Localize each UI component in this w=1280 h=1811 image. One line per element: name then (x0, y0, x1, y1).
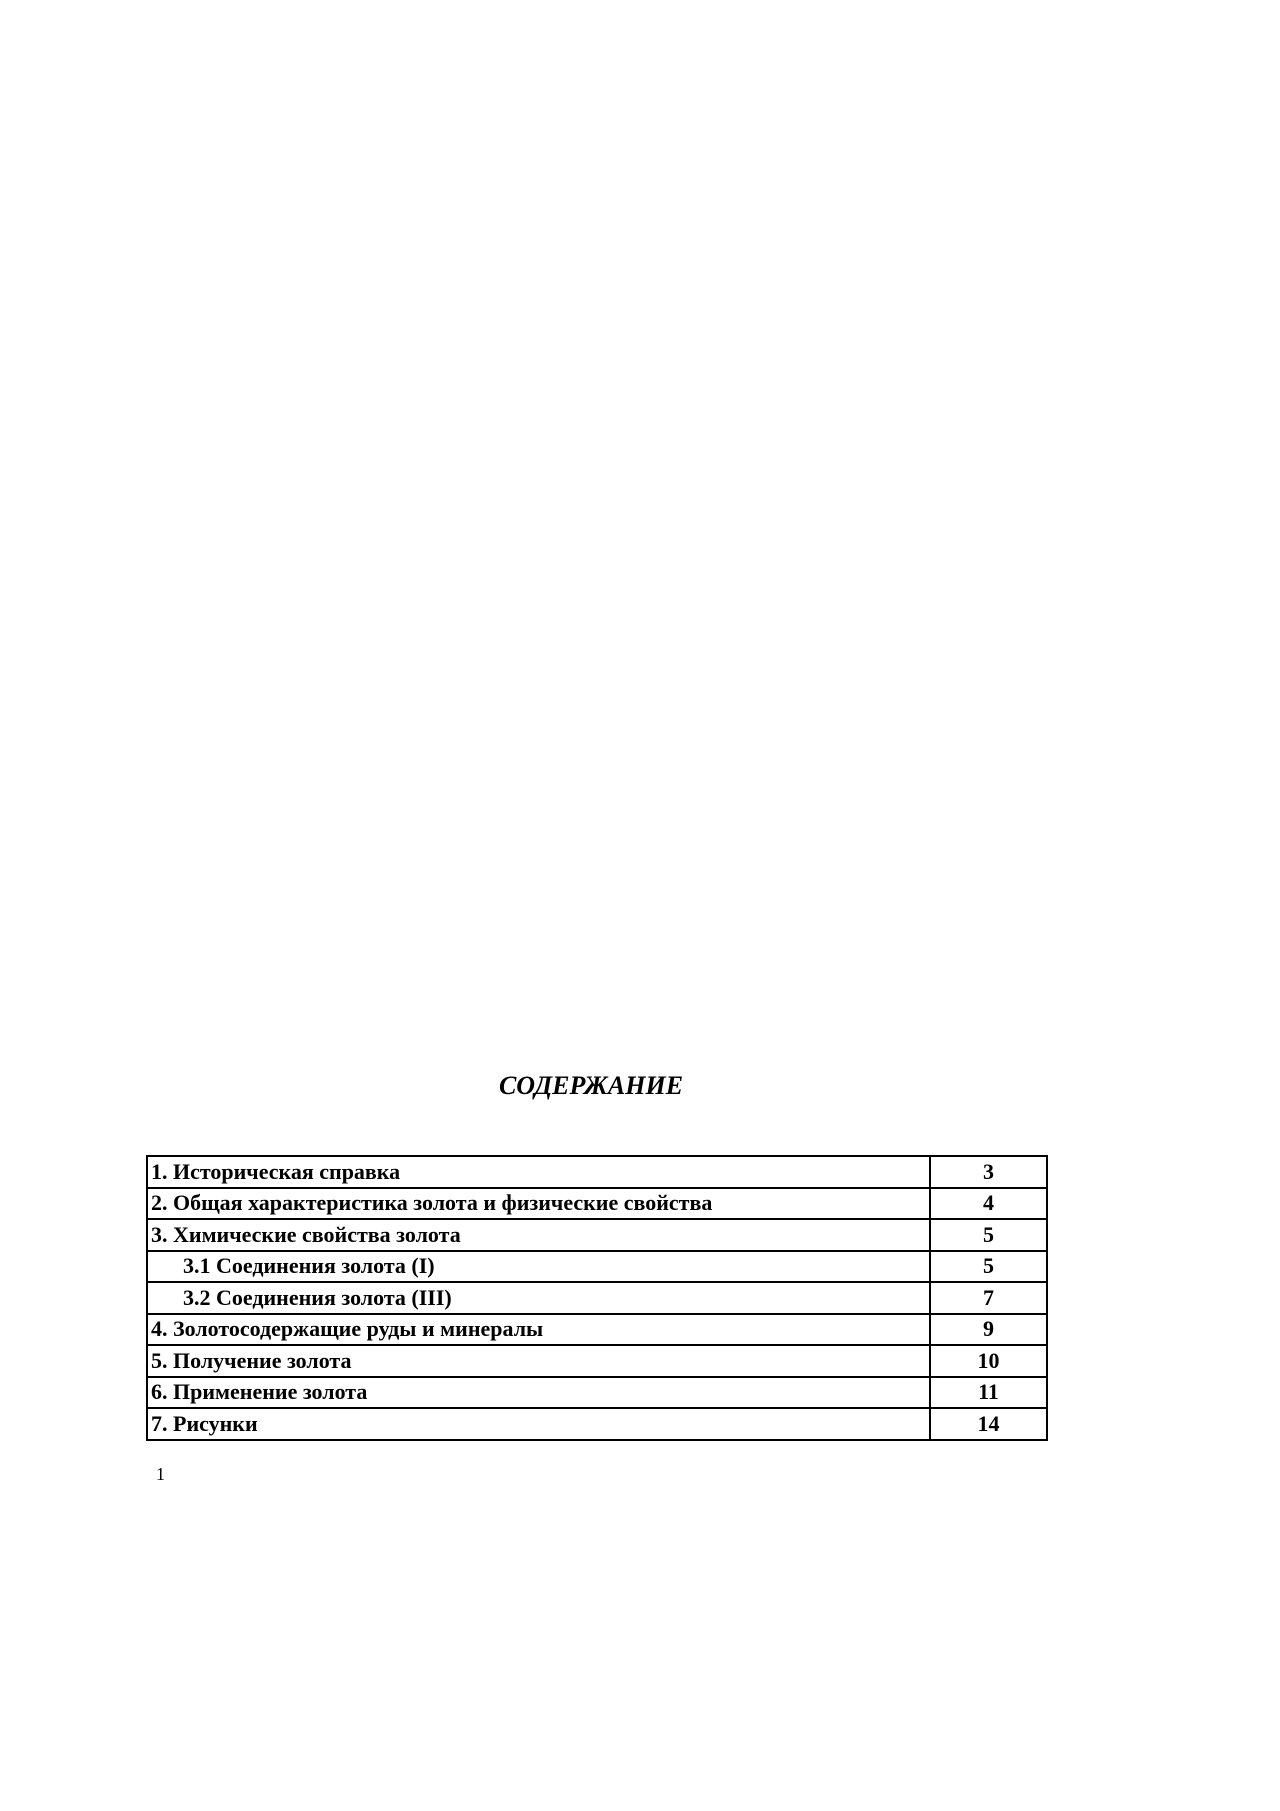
toc-row (147, 1345, 1047, 1377)
toc-entry-page: 10 (930, 1345, 1047, 1377)
toc-entry-label: 5. Получение золота (147, 1345, 930, 1377)
toc-row (147, 1377, 1047, 1409)
toc-entry-page: 3 (930, 1156, 1047, 1188)
toc-row (147, 1408, 1047, 1440)
toc-row (147, 1156, 1047, 1188)
toc-entry-label: 2. Общая характеристика золота и физические свойства (147, 1188, 930, 1220)
toc-row (147, 1188, 1047, 1220)
toc-entry-label: 3. Химические свойства золота (147, 1219, 930, 1251)
toc-entry-page: 7 (930, 1282, 1047, 1314)
toc-entry-label: 6. Применение золота (147, 1377, 930, 1409)
toc-entry-label: 7. Рисунки (147, 1408, 930, 1440)
toc-entry-label: 3.2 Соединения золота (III) (147, 1282, 930, 1314)
toc-row (147, 1251, 1047, 1283)
toc-entry-label: 4. Золотосодержащие руды и минералы (147, 1314, 930, 1346)
toc-row (147, 1314, 1047, 1346)
toc-entry-page: 9 (930, 1314, 1047, 1346)
toc-entry-label: 1. Историческая справка (147, 1156, 930, 1188)
toc-entry-page: 11 (930, 1377, 1047, 1409)
toc-entry-label: 3.1 Соединения золота (I) (147, 1251, 930, 1283)
toc-table (146, 1155, 1048, 1441)
page-number: 1 (156, 1464, 165, 1484)
toc-entry-page: 5 (930, 1219, 1047, 1251)
toc-entry-page: 5 (930, 1251, 1047, 1283)
toc-entry-page: 4 (930, 1188, 1047, 1220)
toc-title: СОДЕРЖАНИЕ (498, 1071, 684, 1100)
toc-row (147, 1219, 1047, 1251)
toc-entry-page: 14 (930, 1408, 1047, 1440)
toc-row (147, 1282, 1047, 1314)
